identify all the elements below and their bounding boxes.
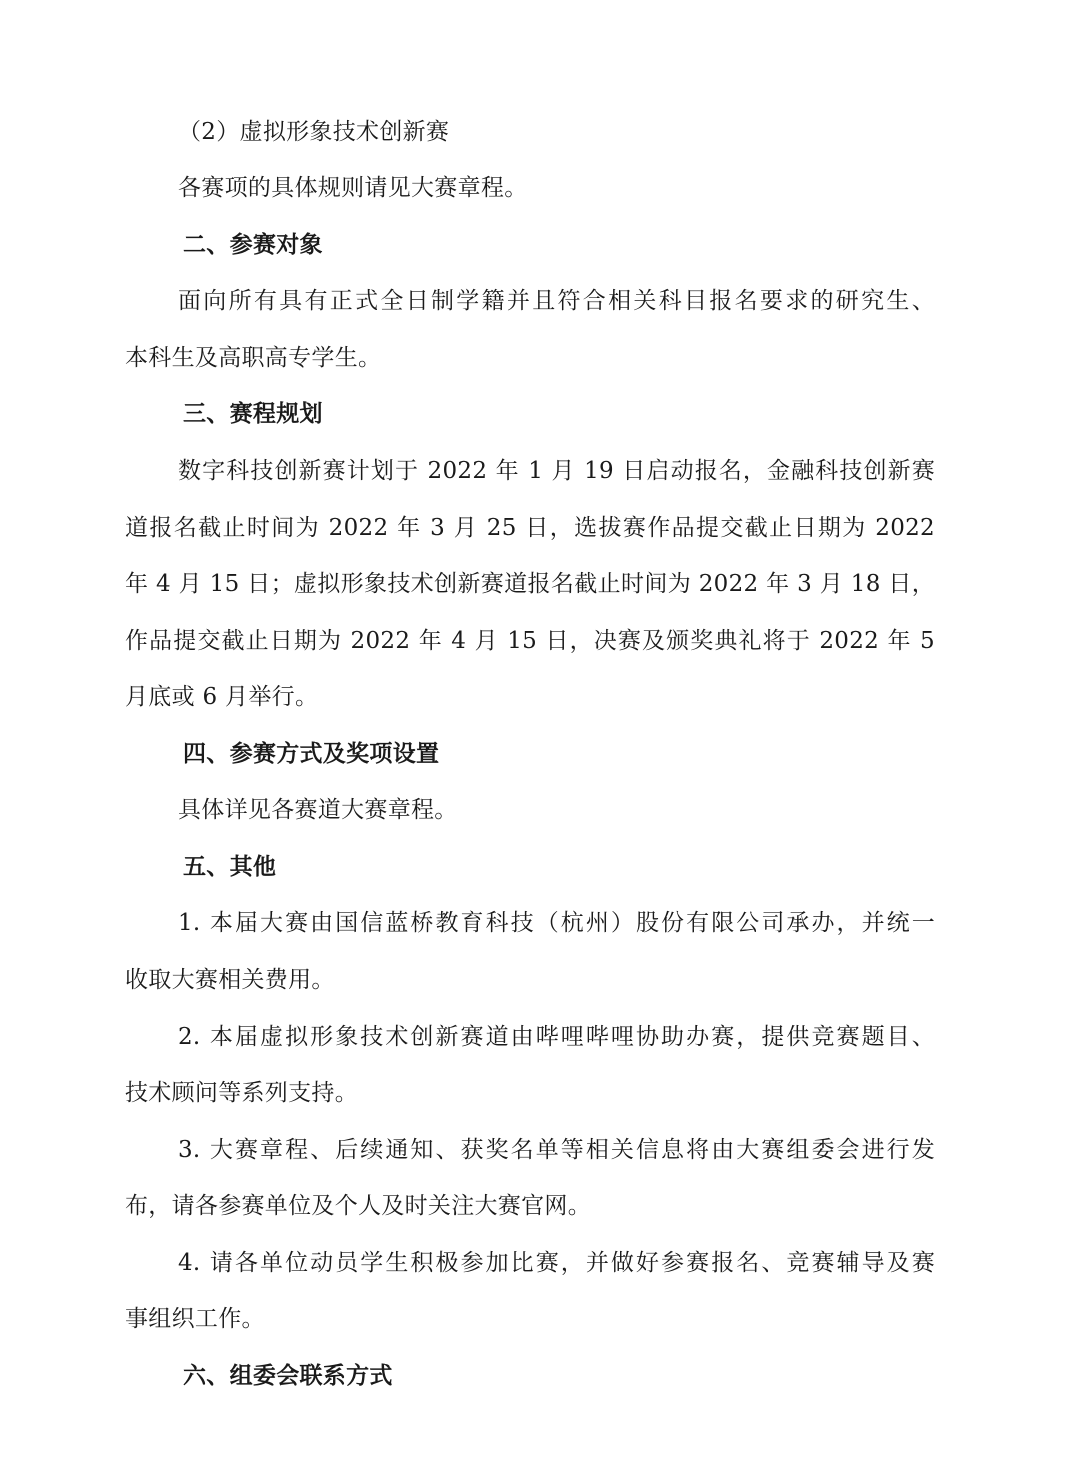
list-item-virtual-avatar-track: （2）虚拟形象技术创新赛 <box>178 119 450 145</box>
paragraph-line: 本科生及高职高专学生。 <box>125 345 382 371</box>
paragraph-line: 面向所有具有正式全日制学籍并且符合相关科目报名要求的研究生、 <box>178 288 935 314</box>
list-item-4: 4. 请各单位动员学生积极参加比赛，并做好参赛报名、竞赛辅导及赛 <box>178 1250 935 1276</box>
list-item-1-continued: 收取大赛相关费用。 <box>125 967 335 993</box>
list-item-2: 2. 本届虚拟形象技术创新赛道由哔哩哔哩协助办赛，提供竞赛题目、 <box>178 1024 935 1050</box>
paragraph-line: 年 4 月 15 日；虚拟形象技术创新赛道报名截止时间为 2022 年 3 月 18 日， <box>125 571 935 597</box>
paragraph-line: 月底或 6 月举行。 <box>125 684 319 710</box>
list-item-3: 3. 大赛章程、后续通知、获奖名单等相关信息将由大赛组委会进行发 <box>178 1137 935 1163</box>
section-heading-schedule: 三、赛程规划 <box>183 401 323 427</box>
paragraph-line: 数字科技创新赛计划于 2022 年 1 月 19 日启动报名，金融科技创新赛 <box>178 458 935 484</box>
list-item-3-continued: 布，请各参赛单位及个人及时关注大赛官网。 <box>125 1193 591 1219</box>
paragraph-line: 具体详见各赛道大赛章程。 <box>178 797 458 823</box>
section-heading-awards: 四、参赛方式及奖项设置 <box>183 741 440 767</box>
section-heading-participants: 二、参赛对象 <box>183 232 323 258</box>
paragraph-line: 作品提交截止日期为 2022 年 4 月 15 日，决赛及颁奖典礼将于 2022 年 5 <box>125 628 935 654</box>
rules-note: 各赛项的具体规则请见大赛章程。 <box>178 175 528 201</box>
paragraph-line: 道报名截止时间为 2022 年 3 月 25 日，选拔赛作品提交截止日期为 2022 <box>125 515 935 541</box>
list-item-2-continued: 技术顾问等系列支持。 <box>125 1080 358 1106</box>
list-item-1: 1. 本届大赛由国信蓝桥教育科技（杭州）股份有限公司承办，并统一 <box>178 910 935 936</box>
list-item-4-continued: 事组织工作。 <box>125 1306 265 1332</box>
section-heading-contact: 六、组委会联系方式 <box>183 1363 393 1389</box>
section-heading-other: 五、其他 <box>183 854 277 880</box>
